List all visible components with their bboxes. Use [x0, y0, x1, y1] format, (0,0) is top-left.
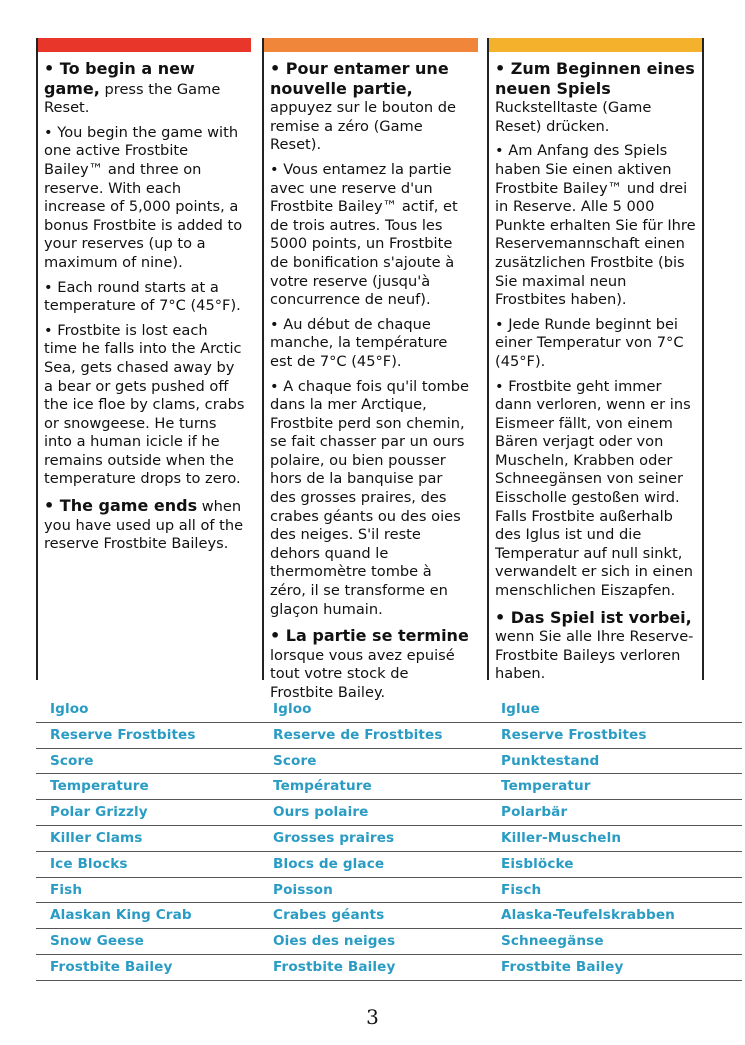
glossary-term: Frostbite Bailey: [273, 958, 396, 975]
glossary-term: Frostbite Bailey: [501, 958, 624, 975]
instruction-paragraph: [270, 316, 472, 372]
paragraph-text: • Au début de chaque manche, la température est de 7°C (45°F).: [270, 315, 448, 370]
glossary-row: [36, 800, 742, 826]
accent-bar-red: [38, 38, 251, 52]
glossary-term: Reserve Frostbites: [501, 726, 647, 743]
glossary-term: Reserve de Frostbites: [273, 726, 443, 743]
paragraph-text: • Frostbite geht immer dann verloren, wenn er ins Eismeer fällt, von einem Bären verjagt oder von Muscheln, Krabben oder Schneegänsen von seiner Eisscholle gestoßen wird. Falls Frostbite außerhalb des Iglus ist und die Temperatur auf null sinkt, verwandelt er sich in einen menschlichen Eiszapfen.: [495, 377, 694, 600]
page-number: 3: [366, 1005, 379, 1029]
paragraph-text: appuyez sur le bouton de remise a zéro (Game Reset).: [270, 99, 457, 154]
glossary-row: [36, 852, 742, 878]
glossary-term: Schneegänse: [501, 933, 604, 950]
column-body: [38, 60, 251, 554]
instruction-paragraph: [495, 609, 696, 684]
glossary-term: Snow Geese: [50, 933, 145, 950]
paragraph-heading: • La partie se termine: [270, 626, 469, 646]
glossary-row: [36, 826, 742, 852]
glossary-row: [36, 903, 742, 929]
glossary-term: Alaska-Teufelskrabben: [501, 907, 675, 924]
column-body: [489, 60, 702, 684]
glossary-term: Igloo: [50, 701, 89, 717]
paragraph-text: when you have used up all of the reserve Frostbite Baileys.: [44, 498, 244, 553]
paragraph-text: wenn Sie alle Ihre Reserve-Frostbite Baileys verloren haben.: [495, 628, 694, 683]
paragraph-heading: • Pour entamer une nouvelle partie,: [270, 59, 449, 98]
glossary-row: [36, 929, 742, 955]
glossary-term: Polarbär: [501, 804, 568, 821]
column-german: [487, 38, 704, 683]
glossary-term: Ours polaire: [273, 804, 369, 821]
accent-bar-orange: [264, 38, 478, 52]
paragraph-text: • Am Anfang des Spiels haben Sie einen aktiven Frostbite Bailey™ und drei in Reserve. Alle 5 000 Punkte erhalten Sie für Ihre Reservemannschaft einen zusätzlichen Frostbite (bis Sie maximal neun Frostbites haben).: [495, 142, 696, 309]
glossary-term: Reserve Frostbites: [50, 726, 196, 743]
glossary-term: Eisblöcke: [501, 855, 574, 872]
glossary-term: Fisch: [501, 881, 542, 898]
paragraph-text: press the Game Reset.: [44, 80, 221, 117]
paragraph-text: Ruckstelltaste (Game Reset) drücken.: [495, 99, 652, 135]
glossary-row: [36, 955, 742, 981]
column-body: [264, 60, 478, 703]
instruction-paragraph: [495, 316, 696, 372]
glossary-row: [36, 723, 742, 749]
glossary-term: Temperature: [50, 778, 149, 795]
glossary-row: [36, 878, 742, 904]
paragraph-text: • Frostbite is lost each time he falls into the Arctic Sea, gets chased away by a bear or gets pushed off the ice floe by clams, crabs or snowgeese. He turns into a human icicle if he remains outside when the temperature drops to zero.: [44, 321, 245, 488]
glossary-term: Grosses praires: [273, 829, 395, 846]
glossary-term: Oies des neiges: [273, 933, 396, 950]
column-french: [262, 38, 478, 701]
instruction-paragraph: [44, 279, 245, 316]
glossary-term: Fish: [50, 881, 83, 898]
glossary-term: Crabes géants: [273, 907, 385, 924]
paragraph-text: • Vous entamez la partie avec une reserve d'un Frostbite Bailey™ actif, et de trois autres. Tous les 5000 points, un Frostbite de bonification s'ajoute à votre reserve (jusqu'à concurrence de neuf).: [270, 160, 458, 309]
glossary-term: Score: [50, 752, 94, 769]
instruction-paragraph: [495, 378, 696, 601]
instruction-paragraph: [495, 142, 696, 309]
instruction-paragraph: [44, 322, 245, 489]
glossary-term: Killer Clams: [50, 829, 143, 846]
instruction-paragraph: [495, 60, 696, 136]
glossary-table: [36, 697, 742, 981]
glossary-row: [36, 749, 742, 775]
glossary-term: Igloo: [273, 701, 312, 717]
glossary-row: [36, 697, 742, 723]
paragraph-heading: • Zum Beginnen eines neuen Spiels: [495, 59, 695, 98]
glossary-term: Polar Grizzly: [50, 804, 148, 821]
instruction-paragraph: [44, 60, 245, 118]
instruction-paragraph: [270, 60, 472, 155]
instruction-paragraph: [270, 627, 472, 702]
paragraph-heading: • The game ends: [44, 496, 198, 516]
glossary-row: [36, 774, 742, 800]
paragraph-text: • Each round starts at a temperature of 7°C (45°F).: [44, 278, 241, 315]
paragraph-text: • Jede Runde beginnt bei einer Temperatur von 7°C (45°F).: [495, 315, 684, 370]
column-english: [36, 38, 251, 680]
glossary-term: Poisson: [273, 881, 333, 898]
glossary-term: Frostbite Bailey: [50, 958, 173, 975]
glossary-term: Score: [273, 752, 317, 769]
instruction-paragraph: [44, 124, 245, 273]
glossary-term: Température: [273, 778, 372, 795]
instruction-paragraph: [270, 378, 472, 620]
instruction-paragraph: [44, 497, 245, 554]
accent-bar-yellow: [489, 38, 702, 52]
glossary-term: Iglue: [501, 701, 540, 717]
paragraph-heading: • Das Spiel ist vorbei,: [495, 607, 692, 627]
glossary-term: Alaskan King Crab: [50, 907, 192, 924]
glossary-term: Blocs de glace: [273, 855, 385, 872]
glossary-term: Killer-Muscheln: [501, 829, 622, 846]
paragraph-text: lorsque vous avez epuisé tout votre stock de Frostbite Bailey.: [270, 646, 455, 701]
glossary-term: Ice Blocks: [50, 855, 128, 872]
paragraph-heading: • To begin a new game,: [44, 59, 195, 98]
glossary-term: Temperatur: [501, 778, 591, 795]
glossary-term: Punktestand: [501, 752, 600, 769]
instruction-paragraph: [270, 161, 472, 310]
paragraph-text: • A chaque fois qu'il tombe dans la mer Arctique, Frostbite perd son chemin, se fait chasser par un ours polaire, ou bien pousser hors de la banquise par des grosses praires, des crabes géants ou des oies des neiges. S'il reste dehors quand le thermomètre tombe à zéro, il se transforme en glaçon humain.: [270, 377, 469, 618]
paragraph-text: • You begin the game with one active Frostbite Bailey™ and three on reserve. With each increase of 5,000 points, a bonus Frostbite is added to your reserves (up to a maximum of nine).: [44, 123, 243, 271]
